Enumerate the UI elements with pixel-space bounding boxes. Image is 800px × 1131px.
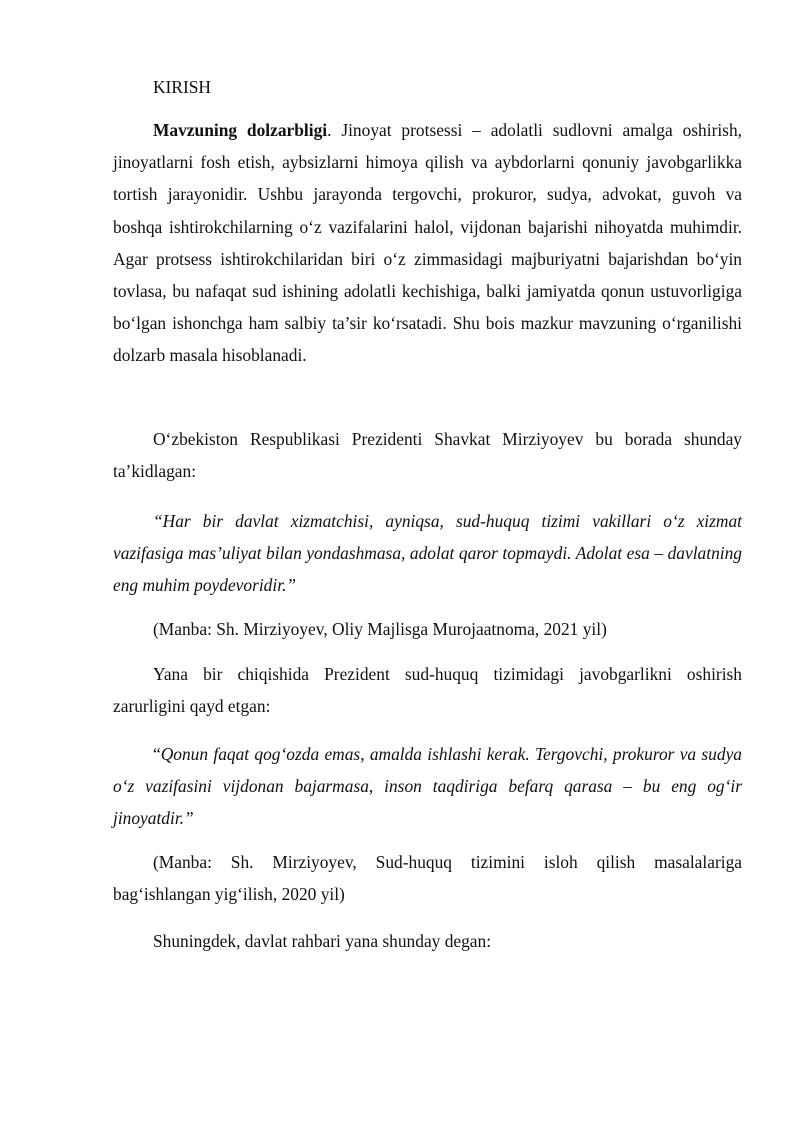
president-intro-paragraph: O‘zbekiston Respublikasi Prezidenti Shavkat Mirziyoyev bu borada shunday ta’kidlagan: <box>113 429 742 482</box>
relevance-text: . Jinoyat protsessi – adolatli sudlovni amalga oshirish, jinoyatlarni fosh etish, aybsizlarni himoya qilish va aybdorlarni qonuniy javobgarlikka tortish jarayonidir. Ushbu jarayonda tergovchi, prokuror, sudya, advokat, guvoh va boshqa ishtirokchilarning o‘z vazifalarini halol, vijdonan bajarishi nihoyatda muhimdir. Agar protsess ishtirokchilaridan biri o‘z zimmasidagi majburiyatni bajarishdan bo‘yin tovlasa, bu nafaqat sud ishining adolatli kechishiga, balki jamiyatda qonun ustuvorligiga bo‘lgan ishonchga ham salbiy ta’sir ko‘rsatadi. Shu bois mazkur mavzuning o‘rganilishi dolzarb masala hisoblanadi. <box>113 120 742 366</box>
section-heading: KIRISH <box>153 77 211 97</box>
relevance-label: Mavzuning dolzarbligi <box>153 120 328 140</box>
quote-paragraph-1: “Har bir davlat xizmatchisi, ayniqsa, sud-huquq tizimi vakillari o‘z xizmat vazifasiga mas’uliyat bilan yondashmasa, adolat qaror topmaydi. Adolat esa – davlatning eng muhim poydevoridir.” <box>113 511 742 596</box>
closing-intro-paragraph: Shuningdek, davlat rahbari yana shunday degan: <box>153 931 492 951</box>
source-paragraph-1: (Manba: Sh. Mirziyoyev, Oliy Majlisga Murojaatnoma, 2021 yil) <box>153 619 607 639</box>
second-speech-intro-paragraph: Yana bir chiqishida Prezident sud-huquq tizimidagi javobgarlikni oshirish zarurligini qayd etgan: <box>113 664 742 717</box>
quote-text-2: Qonun faqat qog‘ozda emas, amalda ishlashi kerak. Tergovchi, prokuror va sudya o‘z vazifasini vijdonan bajarmasa, inson taqdiriga befarq qarasa – bu eng og‘ir jinoyatdir.” <box>113 744 742 829</box>
relevance-paragraph <box>113 114 742 372</box>
quote-paragraph-2 <box>113 738 742 835</box>
source-paragraph-2: (Manba: Sh. Mirziyoyev, Sud-huquq tizimini isloh qilish masalalariga bag‘ishlangan yig‘ilish, 2020 yil) <box>113 852 742 905</box>
opening-quote-mark: “ <box>153 744 161 764</box>
